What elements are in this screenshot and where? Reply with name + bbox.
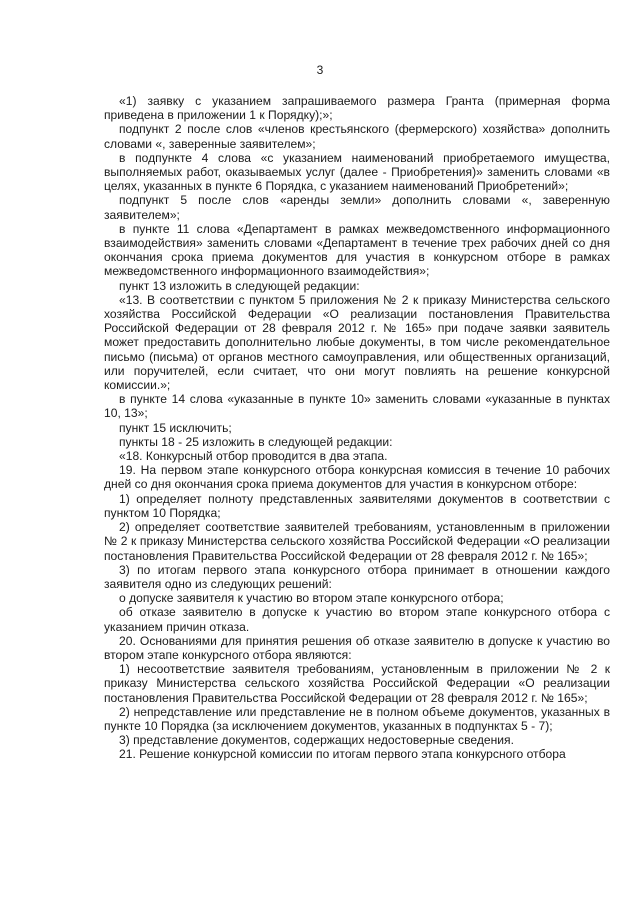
paragraph: подпункт 2 после слов «членов крестьянского (фермерского) хозяйства» дополнить словами «, заверенные заявителем»; bbox=[104, 122, 610, 151]
paragraph: пункт 15 исключить; bbox=[119, 420, 232, 435]
paragraph: о допуске заявителя к участию во втором этапе конкурсного отбора; bbox=[119, 591, 504, 606]
paragraph: «18. Конкурсный отбор проводится в два этапа. bbox=[119, 449, 388, 464]
paragraph: подпункт 5 после слов «аренды земли» дополнить словами «, заверенную заявителем»; bbox=[104, 193, 610, 222]
paragraph: 3) по итогам первого этапа конкурсного отбора принимает в отношении каждого заявителя одно из следующих решений: bbox=[104, 562, 610, 591]
paragraph: 21. Решение конкурсной комиссии по итогам первого этапа конкурсного отбора bbox=[119, 747, 566, 762]
paragraph: 3) представление документов, содержащих недостоверные сведения. bbox=[119, 733, 514, 748]
paragraph: 1) несоответствие заявителя требованиям, установленным в приложении № 2 к приказу Министерства сельского хозяйства Российской Федерации «О реализации постановления Правительства Российской Федерации от 28 февраля 2012 г. № 165»; bbox=[104, 662, 610, 705]
paragraph: пункты 18 - 25 изложить в следующей редакции: bbox=[119, 434, 393, 449]
page-number: 3 bbox=[316, 63, 324, 77]
paragraph: в пункте 14 слова «указанные в пункте 10» заменить словами «указанные в пунктах 10, 13»; bbox=[104, 392, 610, 421]
paragraph: 19. На первом этапе конкурсного отбора конкурсная комиссия в течение 10 рабочих дней со дня окончания срока приема документов для участия в конкурсном отборе: bbox=[104, 463, 610, 492]
paragraph: 20. Основаниями для принятия решения об отказе заявителю в допуске к участию во втором этапе конкурсного отбора являются: bbox=[104, 633, 610, 662]
paragraph: пункт 13 изложить в следующей редакции: bbox=[119, 278, 360, 293]
paragraph: в подпункте 4 слова «с указанием наименований приобретаемого имущества, выполняемых работ, оказываемых услуг (далее - Приобретения)» заменить словами «в целях, указанных в пункте 6 Порядка, с указанием наименований Приобретений»; bbox=[104, 150, 610, 194]
paragraph: «13. В соответствии с пунктом 5 приложения № 2 к приказу Министерства сельского хозяйства Российской Федерации «О реализации постановления Правительства Российской Федерации от 28 февраля 2012 г. № 165» при подаче заявки заявитель может предоставить дополнительно любые документы, в том числе рекомендательное письмо (письма) от органов местного самоуправления, или общественных организаций, или поручителей, если считает, что они могут повлиять на решение конкурсной комиссии.»; bbox=[104, 292, 610, 393]
paragraph: в пункте 11 слова «Департамент в рамках межведомственного информационного взаимодействия» заменить словами «Департамент в течение трех рабочих дней со дня окончания срока приема документов для участия в конкурсном отборе в рамках межведомственного информационного взаимодействия»; bbox=[104, 221, 610, 279]
paragraph: 2) определяет соответствие заявителей требованиям, установленным в приложении № 2 к приказу Министерства сельского хозяйства Российской Федерации «О реализации постановления Правительства Российской Федерации от 28 февраля 2012 г. № 165»; bbox=[104, 520, 610, 563]
body-text bbox=[104, 94, 610, 762]
paragraph: «1) заявку с указанием запрашиваемого размера Гранта (примерная форма приведена в приложении 1 к Порядку);»; bbox=[104, 94, 610, 123]
paragraph: 2) непредставление или представление не в полном объеме документов, указанных в пункте 10 Порядка (за исключением документов, указанных в подпунктах 5 - 7); bbox=[104, 704, 610, 733]
paragraph: об отказе заявителю в допуске к участию во втором этапе конкурсного отбора с указанием причин отказа. bbox=[104, 605, 610, 634]
paragraph: 1) определяет полноту представленных заявителями документов в соответствии с пунктом 10 Порядка; bbox=[104, 491, 610, 520]
